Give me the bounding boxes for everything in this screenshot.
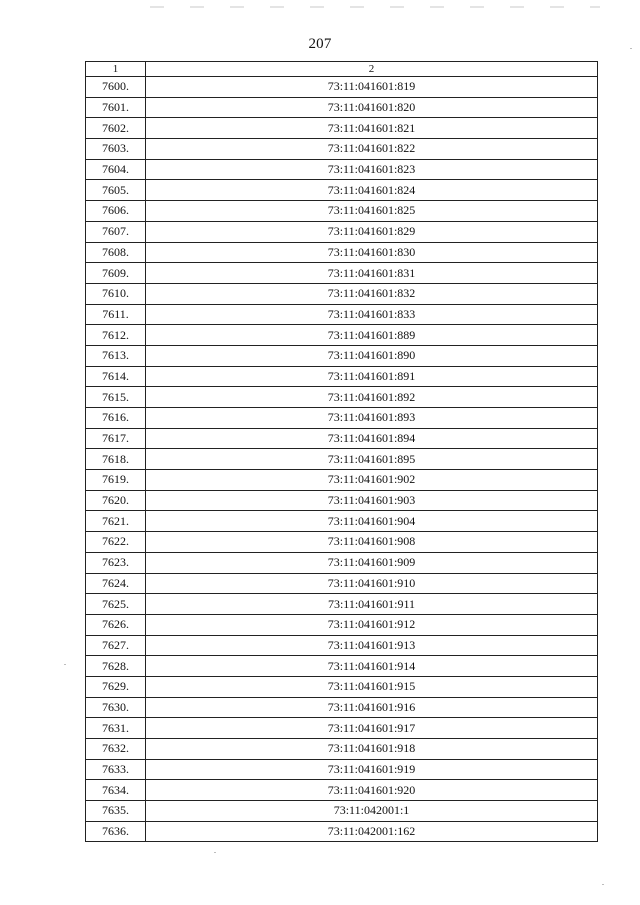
row-number-cell: 7628.: [86, 656, 146, 677]
cadastral-number-cell: 73:11:041601:821: [146, 118, 598, 139]
scan-speck: [602, 884, 604, 885]
cadastral-number-cell: 73:11:041601:914: [146, 656, 598, 677]
cadastral-number-cell: 73:11:041601:913: [146, 635, 598, 656]
cadastral-number-cell: 73:11:041601:918: [146, 739, 598, 760]
row-number-cell: 7609.: [86, 263, 146, 284]
table-row: [86, 594, 598, 615]
cadastral-number-cell: 73:11:041601:912: [146, 614, 598, 635]
table-row: [86, 614, 598, 635]
table-row: [86, 263, 598, 284]
table-row: [86, 118, 598, 139]
row-number-cell: 7608.: [86, 242, 146, 263]
row-number-cell: 7620.: [86, 490, 146, 511]
cadastral-number-cell: 73:11:041601:891: [146, 366, 598, 387]
row-number-cell: 7624.: [86, 573, 146, 594]
table-row: [86, 408, 598, 429]
row-number-cell: 7601.: [86, 97, 146, 118]
cadastral-number-cell: 73:11:041601:889: [146, 325, 598, 346]
table-row: [86, 221, 598, 242]
table-row: [86, 697, 598, 718]
cadastral-number-cell: 73:11:041601:824: [146, 180, 598, 201]
cadastral-number-cell: 73:11:041601:908: [146, 532, 598, 553]
scan-speck: [64, 664, 66, 665]
row-number-cell: 7633.: [86, 759, 146, 780]
cadastral-number-cell: 73:11:041601:832: [146, 283, 598, 304]
table-row: [86, 77, 598, 98]
row-number-cell: 7610.: [86, 283, 146, 304]
table-row: [86, 387, 598, 408]
row-number-cell: 7600.: [86, 77, 146, 98]
table-row: [86, 511, 598, 532]
table-row: [86, 573, 598, 594]
row-number-cell: 7622.: [86, 532, 146, 553]
cadastral-number-cell: 73:11:041601:892: [146, 387, 598, 408]
cadastral-number-cell: 73:11:041601:920: [146, 780, 598, 801]
row-number-cell: 7611.: [86, 304, 146, 325]
cadastral-number-cell: 73:11:041601:902: [146, 470, 598, 491]
cadastral-number-cell: 73:11:041601:820: [146, 97, 598, 118]
row-number-cell: 7621.: [86, 511, 146, 532]
table-row: [86, 97, 598, 118]
row-number-cell: 7634.: [86, 780, 146, 801]
row-number-cell: 7629.: [86, 676, 146, 697]
row-number-cell: 7630.: [86, 697, 146, 718]
cadastral-number-cell: 73:11:041601:890: [146, 345, 598, 366]
cadastral-number-cell: 73:11:041601:825: [146, 201, 598, 222]
table-row: [86, 139, 598, 160]
scan-artifact-top: [150, 6, 600, 8]
row-number-cell: 7612.: [86, 325, 146, 346]
cadastral-number-cell: 73:11:041601:894: [146, 428, 598, 449]
row-number-cell: 7605.: [86, 180, 146, 201]
row-number-cell: 7619.: [86, 470, 146, 491]
cadastral-number-cell: 73:11:042001:162: [146, 821, 598, 842]
cadastral-number-cell: 73:11:041601:911: [146, 594, 598, 615]
table-row: [86, 449, 598, 470]
table-row: [86, 635, 598, 656]
cadastral-number-cell: 73:11:041601:919: [146, 759, 598, 780]
row-number-cell: 7614.: [86, 366, 146, 387]
table-row: [86, 201, 598, 222]
row-number-cell: 7635.: [86, 801, 146, 822]
table-row: [86, 325, 598, 346]
row-number-cell: 7615.: [86, 387, 146, 408]
row-number-cell: 7625.: [86, 594, 146, 615]
cadastral-number-cell: 73:11:041601:823: [146, 159, 598, 180]
row-number-cell: 7602.: [86, 118, 146, 139]
column-header-cadastral-number: 2: [146, 62, 598, 77]
table-row: [86, 180, 598, 201]
page-number: 207: [308, 36, 332, 52]
cadastral-number-cell: 73:11:041601:904: [146, 511, 598, 532]
row-number-cell: 7613.: [86, 345, 146, 366]
table-row: [86, 490, 598, 511]
table-header-row: [86, 62, 598, 77]
row-number-cell: 7604.: [86, 159, 146, 180]
row-number-cell: 7623.: [86, 552, 146, 573]
row-number-cell: 7631.: [86, 718, 146, 739]
table-row: [86, 532, 598, 553]
row-number-cell: 7626.: [86, 614, 146, 635]
table-row: [86, 470, 598, 491]
table-row: [86, 739, 598, 760]
cadastral-number-cell: 73:11:041601:831: [146, 263, 598, 284]
row-number-cell: 7616.: [86, 408, 146, 429]
cadastral-number-cell: 73:11:041601:819: [146, 77, 598, 98]
row-number-cell: 7636.: [86, 821, 146, 842]
cadastral-number-cell: 73:11:041601:903: [146, 490, 598, 511]
scan-speck: [214, 852, 216, 853]
column-header-number: 1: [86, 62, 146, 77]
row-number-cell: 7632.: [86, 739, 146, 760]
cadastral-number-cell: 73:11:041601:910: [146, 573, 598, 594]
row-number-cell: 7618.: [86, 449, 146, 470]
cadastral-number-cell: 73:11:041601:833: [146, 304, 598, 325]
row-number-cell: 7607.: [86, 221, 146, 242]
cadastral-number-cell: 73:11:041601:893: [146, 408, 598, 429]
table-row: [86, 718, 598, 739]
cadastral-number-cell: 73:11:041601:916: [146, 697, 598, 718]
table-row: [86, 345, 598, 366]
table-row: [86, 366, 598, 387]
table-row: [86, 801, 598, 822]
table-row: [86, 759, 598, 780]
row-number-cell: 7606.: [86, 201, 146, 222]
cadastral-number-cell: 73:11:041601:895: [146, 449, 598, 470]
table-row: [86, 780, 598, 801]
row-number-cell: 7617.: [86, 428, 146, 449]
cadastral-number-cell: 73:11:041601:829: [146, 221, 598, 242]
cadastral-number-cell: 73:11:042001:1: [146, 801, 598, 822]
table-row: [86, 159, 598, 180]
row-number-cell: 7603.: [86, 139, 146, 160]
cadastral-number-cell: 73:11:041601:822: [146, 139, 598, 160]
table-body: [86, 77, 598, 842]
row-number-cell: 7627.: [86, 635, 146, 656]
table-row: [86, 304, 598, 325]
table-row: [86, 676, 598, 697]
cadastral-number-cell: 73:11:041601:830: [146, 242, 598, 263]
table-row: [86, 242, 598, 263]
cadastral-number-cell: 73:11:041601:915: [146, 676, 598, 697]
table-row: [86, 283, 598, 304]
table-row: [86, 428, 598, 449]
cadastral-number-cell: 73:11:041601:917: [146, 718, 598, 739]
cadastral-number-table: [85, 61, 598, 842]
table-row: [86, 821, 598, 842]
cadastral-number-cell: 73:11:041601:909: [146, 552, 598, 573]
table-row: [86, 552, 598, 573]
table-row: [86, 656, 598, 677]
